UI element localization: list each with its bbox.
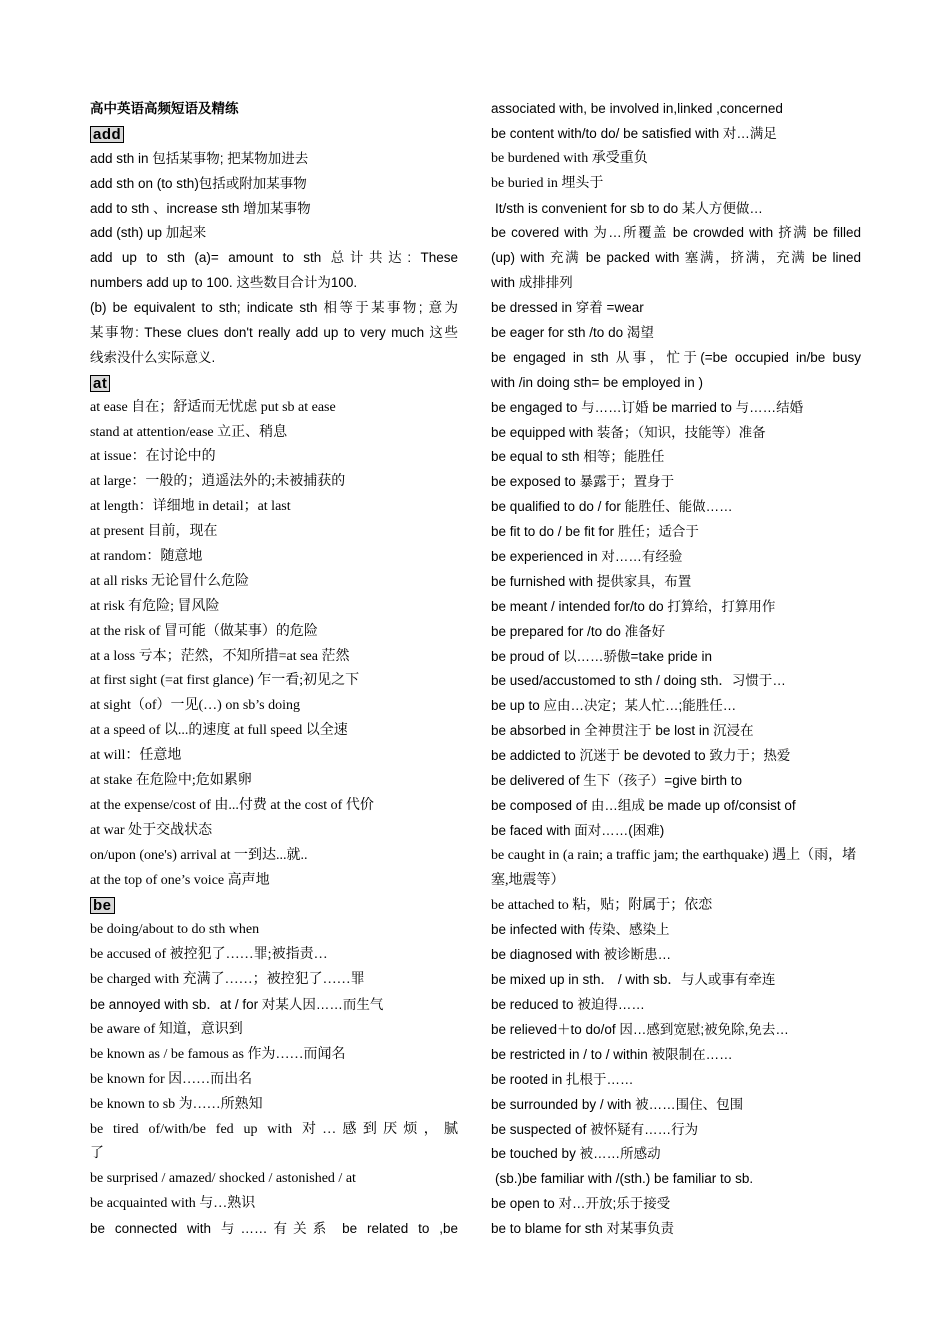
phrase-line: be eager for sth /to do 渴望: [491, 325, 654, 341]
phrase-line: at present 目前，现在: [90, 524, 218, 540]
phrase-line: be tired of/with/be fed up with 对…感到厌烦，腻: [90, 1121, 458, 1137]
phrase-line: with /in doing sth= be employed in ): [491, 374, 703, 390]
phrase-line: at stake 在危险中;危如累卵: [90, 773, 252, 789]
phrase-line: be surrounded by / with 被……围住、包围: [491, 1096, 744, 1112]
phrase-line: at issue：在讨论中的: [90, 449, 216, 465]
phrase-line: be mixed up in sth． / with sb．与人或事有牵连: [491, 972, 776, 988]
phrase-line: at war 处于交战状态: [90, 822, 213, 838]
phrase-line: at length：详细地 in detail；at last: [90, 499, 291, 515]
section-heading-add: add: [90, 126, 124, 143]
phrase-line: be caught in (a rain; a traffic jam; the earthquake) 遇上（雨，堵: [491, 847, 857, 863]
phrase-line: be engaged to 与……订婚 be married to 与……结婚: [491, 399, 804, 415]
phrase-line: add sth in 包括某事物; 把某物加进去: [90, 150, 309, 166]
phrase-line: be reduced to 被迫得……: [491, 997, 645, 1013]
document-title: 高中英语高频短语及精练: [90, 101, 239, 117]
phrase-line: at large：一般的；逍遥法外的;未被捕获的: [90, 474, 346, 490]
phrase-line: It/sth is convenient for sb to do 某人方便做…: [495, 200, 763, 216]
section-heading-be: be: [90, 897, 115, 914]
phrase-line: be charged with 充满了……；被控犯了……罪: [90, 972, 365, 988]
phrase-line: be equal to sth 相等；能胜任: [491, 449, 665, 465]
phrase-line: add to sth 、increase sth 增加某事物: [90, 200, 311, 216]
right-column: [491, 97, 861, 1242]
phrase-line: at all risks 无论冒什么危险: [90, 573, 250, 589]
phrase-line: at a speed of 以...的速度 at full speed 以全速: [90, 723, 348, 739]
left-column: [90, 97, 458, 1242]
phrase-line: at ease 自在；舒适而无忧虑 put sb at ease: [90, 399, 336, 415]
phrase-line: 塞,地震等）: [491, 872, 565, 888]
phrase-line: be dressed in 穿着 =wear: [491, 300, 644, 316]
phrase-line: be attached to 粘，贴；附属于；依恋: [491, 897, 713, 913]
section-heading-add-row: [90, 122, 458, 147]
phrase-line: be experienced in 对……有经验: [491, 549, 683, 565]
phrase-line: add sth on (to sth)包括或附加某事物: [90, 175, 307, 191]
phrase-line: with 成排排列: [491, 275, 573, 291]
phrase-line: (up) with 充满 be packed with 塞满，挤满，充满 be lined: [491, 250, 861, 266]
phrase-line: be known as / be famous as 作为……而闻名: [90, 1046, 346, 1062]
phrase-line: be furnished with 提供家具，布置: [491, 573, 692, 589]
phrase-line: be content with/to do/ be satisfied with 对…满足: [491, 125, 777, 141]
phrase-line: be absorbed in 全神贯注于 be lost in 沉浸在: [491, 723, 754, 739]
phrase-line: be infected with 传染、感染上: [491, 922, 670, 938]
phrase-line: at first sight (=at first glance) 乍一看;初见之下: [90, 673, 360, 689]
phrase-line: 线索没什么实际意义.: [90, 349, 216, 365]
phrase-line: be faced with 面对……(困难): [491, 822, 665, 838]
phrase-line: at random：随意地: [90, 549, 203, 565]
phrase-line: associated with, be involved in,linked ,concerned: [491, 101, 783, 116]
phrase-line: at the expense/cost of 由...付费 at the cost of 代价: [90, 797, 374, 813]
phrase-line: (sb.)be familiar with /(sth.) be familiar to sb.: [495, 1171, 754, 1187]
phrase-line: be open to 对…开放;乐于接受: [491, 1196, 671, 1212]
phrase-line: be acquainted with 与…熟识: [90, 1196, 256, 1212]
section-heading-at: at: [90, 375, 110, 392]
phrase-line: on/upon (one's) arrival at 一到达...就..: [90, 847, 308, 863]
phrase-line: be qualified to do / for 能胜任、能做……: [491, 499, 733, 515]
phrase-line: be engaged in sth 从事，忙于(=be occupied in/be busy: [491, 349, 861, 365]
phrase-line: be accused of 被控犯了……罪;被指责…: [90, 947, 328, 963]
phrase-line: be known for 因……而出名: [90, 1071, 253, 1087]
phrase-line: be up to 应由…决定；某人忙…;能胜任…: [491, 698, 737, 714]
phrase-line: at the risk of 冒可能（做某事）的危险: [90, 623, 318, 639]
phrase-line: at a loss 亏本；茫然，不知所措=at sea 茫然: [90, 648, 350, 664]
phrase-line: stand at attention/ease 立正、稍息: [90, 424, 288, 440]
phrase-line: be fit to do / be fit for 胜任；适合于: [491, 524, 699, 540]
phrase-line: (b) be equivalent to sth; indicate sth 相等于某事物; 意为: [90, 300, 458, 316]
phrase-line: be relieved＋to do/of 因…感到宽慰;被免除,免去…: [491, 1021, 789, 1037]
section-heading-at-row: [90, 371, 458, 396]
phrase-line: 某事物: These clues don't really add up to very much 这些: [90, 325, 458, 341]
phrase-line: be delivered of 生下（孩子）=give birth to: [491, 773, 742, 789]
phrase-line: be connected with 与……有关系 be related to ,be: [90, 1221, 458, 1237]
phrase-line: be used/accustomed to sth / doing sth．习惯于…: [491, 673, 786, 689]
phrase-line: be equipped with 装备；（知识，技能等）准备: [491, 424, 766, 440]
phrase-line: be prepared for /to do 准备好: [491, 623, 666, 639]
section-heading-be-row: [90, 894, 458, 919]
phrase-line: be buried in 埋头于: [491, 175, 604, 191]
phrase-line: at sight（of）一见(…) on sb’s doing: [90, 698, 300, 714]
phrase-line: be known to sb 为……所熟知: [90, 1096, 263, 1112]
phrase-line: be composed of 由…组成 be made up of/consist of: [491, 797, 796, 813]
phrase-line: be suspected of 被怀疑有……行为: [491, 1121, 699, 1137]
phrase-line: at the top of one’s voice 高声地: [90, 872, 270, 888]
phrase-line: be exposed to 暴露于；置身于: [491, 474, 675, 490]
phrase-line: be rooted in 扎根于……: [491, 1071, 634, 1087]
phrase-line: be annoyed with sb．at / for 对某人因……而生气: [90, 997, 384, 1013]
phrase-line: numbers add up to 100. 这些数目合计为100.: [90, 275, 358, 291]
phrase-line: at will：任意地: [90, 748, 182, 764]
phrase-line: be doing/about to do sth when: [90, 922, 260, 938]
phrase-line: be to blame for sth 对某事负责: [491, 1221, 675, 1237]
phrase-line: add up to sth (a)= amount to sth 总计共达: These: [90, 250, 458, 266]
phrase-line: be restricted in / to / within 被限制在……: [491, 1046, 733, 1062]
phrase-line: be addicted to 沉迷于 be devoted to 致力于；热爱: [491, 748, 791, 764]
phrase-line: be diagnosed with 被诊断患…: [491, 947, 672, 963]
phrase-line: be meant / intended for/to do 打算给，打算用作: [491, 598, 776, 614]
phrase-line: be aware of 知道，意识到: [90, 1021, 243, 1037]
phrase-line: 了: [90, 1146, 104, 1162]
phrase-line: be burdened with 承受重负: [491, 150, 648, 166]
phrase-line: be covered with 为…所覆盖 be crowded with 挤满 be filled: [491, 225, 861, 241]
phrase-line: be touched by 被……所感动: [491, 1146, 661, 1162]
phrase-line: add (sth) up 加起来: [90, 225, 207, 241]
phrase-line: be surprised / amazed/ shocked / astonished / at: [90, 1171, 356, 1187]
phrase-line: be proud of 以……骄傲=take pride in: [491, 648, 712, 664]
phrase-line: at risk 有危险; 冒风险: [90, 598, 220, 614]
